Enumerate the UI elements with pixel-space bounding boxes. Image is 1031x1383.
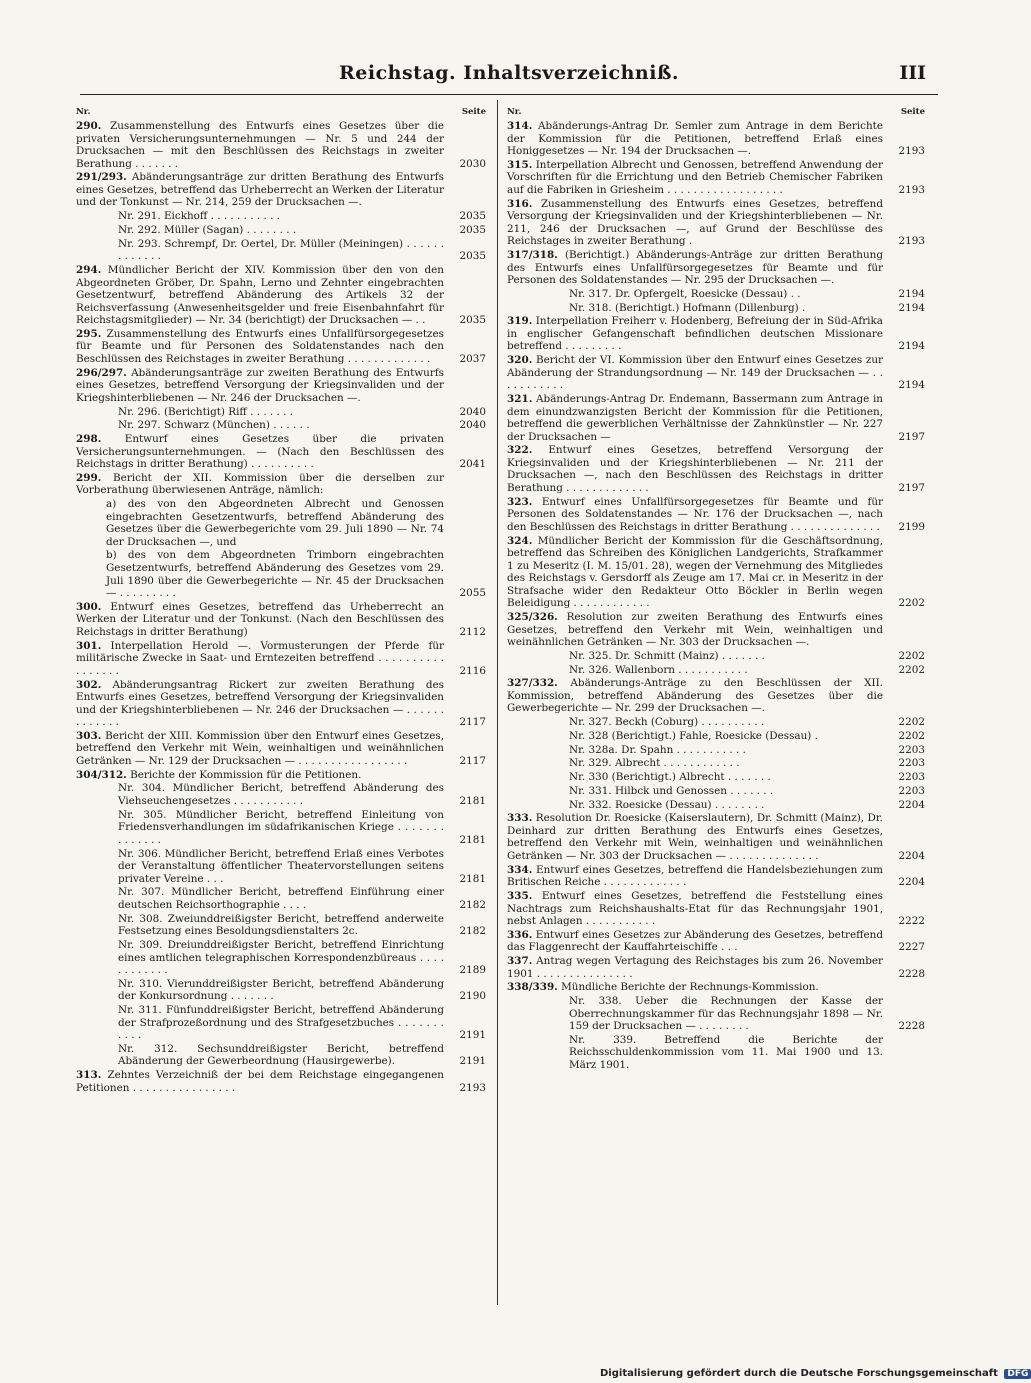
toc-entry [507, 354, 925, 392]
toc-entry-page: 2181 [459, 833, 486, 846]
toc-entry-number: 315. [507, 158, 533, 171]
toc-entry-title: Entwurf eines Gesetzes über die privaten Versicherungsunternehmungen. — (Nach den Beschlüssen des Reichstags in dritter Berathung) . . . . . . . . . . [76, 433, 444, 471]
toc-entry-number: 298. [76, 433, 102, 445]
toc-entry [76, 210, 486, 223]
toc-entry-text [507, 785, 883, 798]
toc-entry [76, 433, 486, 471]
toc-entry-page: 2193 [898, 235, 925, 248]
toc-entry-text [76, 433, 444, 471]
right-column [507, 106, 925, 1073]
toc-entry-page: 2030 [459, 157, 486, 170]
toc-entry-text [507, 444, 883, 494]
toc-entry-page: 2181 [459, 872, 486, 885]
toc-entry-title: Zusammenstellung des Entwurfs eines Gesetzes über die privaten Versicherungsunternehmungen — Nr. 5 und 244 der Drucksachen — mit den Beschlüssen des Reichstags in zweiter Berathung . . . . . . . [76, 120, 444, 170]
toc-entry-title: Nr. 312. Sechsunddreißigster Bericht, betreffend Abänderung der Gewerbeordnung (Hausirgewerbe). [118, 1042, 444, 1068]
toc-entry-title: Nr. 327. Beckh (Coburg) . . . . . . . . . . [569, 716, 765, 729]
toc-entry-title: Mündliche Berichte der Rechnungs-Kommission. [561, 981, 819, 994]
toc-entry-number: 321. [507, 392, 533, 405]
toc-entry-text [76, 549, 444, 599]
toc-entry [507, 785, 925, 798]
toc-entry-number: 337. [507, 955, 533, 968]
toc-entry-page: 2202 [898, 649, 925, 662]
toc-entry-title: Zusammenstellung des Entwurfs eines Gesetzes, betreffend Versorgung der Kriegsinvaliden und der Kriegshinterbliebenen — Nr. 211, 246 der Drucksachen —, auf Grund der Beschlüsse des Reichstages in zweiter Berathung . [507, 197, 883, 248]
toc-entry [76, 809, 486, 847]
toc-entry-text [76, 1043, 444, 1068]
toc-entry [76, 640, 486, 678]
toc-entry-title: Resolution Dr. Roesicke (Kaiserslautern), Dr. Schmitt (Mainz), Dr. Deinhard zur dritten Berathung des Entwurfs eines Gesetzes, betreffend den Verkehr mit Wein, weinhaltigen und weinähnlichen Getränken — Nr. 303 der Drucksachen — . . . . . . . . . . . . . . [507, 812, 883, 862]
toc-entry [76, 224, 486, 237]
toc-entry-number: 302. [76, 678, 102, 691]
toc-entry [507, 864, 925, 889]
toc-entry [76, 328, 486, 366]
toc-entry-text [507, 929, 883, 954]
toc-entry-page: 2194 [898, 340, 925, 353]
left-column-header [76, 106, 486, 120]
toc-entry-title: Nr. 307. Mündlicher Bericht, betreffend Einführung einer deutschen Reichsorthographie . . . . [118, 886, 444, 911]
toc-entry-title: Abänderungsanträge zur zweiten Berathung des Entwurfs eines Gesetzes, betreffend Versorgung der Kriegsinvaliden und der Kriegshinterbliebenen — Nr. 246 der Drucksachen —. [76, 366, 444, 404]
seite-label: Seite [900, 107, 925, 117]
toc-entry-title: Nr. 306. Mündlicher Bericht, betreffend Erlaß eines Verbotes der Veranstaltung öffentlicher Theatervorstellungen seitens privater Vereine . . . [118, 847, 444, 885]
toc-entry [507, 995, 925, 1033]
toc-entry-title: Interpellation Albrecht und Genossen, betreffend Anwendung der Vorschriften für die Errichtung und den Betrieb Chemischer Fabriken auf die Fabriken in Griesheim . . . . . . . . . . . . . . . . . . [507, 158, 883, 196]
toc-entry [76, 419, 486, 432]
toc-entry-text [507, 535, 883, 610]
toc-entry-page: 2117 [459, 716, 486, 729]
toc-entry [507, 744, 925, 757]
toc-entry [507, 650, 925, 663]
toc-entry-text [507, 159, 883, 197]
toc-entry-text [76, 171, 444, 209]
toc-entry-text [76, 886, 444, 911]
toc-entry-page: 2228 [898, 967, 925, 980]
toc-entry-page: 2189 [459, 964, 486, 977]
toc-entry [507, 677, 925, 715]
toc-entry-title: Interpellation Herold —. Vormusterungen der Pferde für militärische Zwecke in Saat- und Erntezeiten betreffend . . . . . . . . . . . . . . . . . [76, 639, 444, 677]
toc-entry-title: Nr. 326. Wallenborn . . . . . . . . . . . [569, 663, 748, 676]
toc-entry-page: 2040 [459, 405, 486, 418]
toc-entry-text [76, 679, 444, 729]
toc-entry [507, 955, 925, 980]
toc-entry-page: 2204 [898, 876, 925, 889]
toc-entry-title: Mündlicher Bericht der XIV. Kommission über den von den Abgeordneten Gröber, Dr. Spahn, Lerno und Zehnter eingebrachten Gesetzentwurf, betreffend Abänderung des Artikels 32 der Reichsverfassung (Anwesenheitsgelder und freie Eisenbahnfahrt für Reichstagsmitglieder) — Nr. 34 (berichtigt) der Drucksachen — . . [76, 263, 444, 327]
toc-entry-number: 319. [507, 315, 533, 328]
toc-entry-page: 2190 [459, 990, 486, 1003]
toc-entry [76, 939, 486, 977]
toc-entry [507, 393, 925, 443]
toc-entry-title: Interpellation Freiherr v. Hodenberg, Befreiung der in Süd-Afrika in englischer Gefangenschaft befindlichen deutschen Missionare betreffend . . . . . . . . . [507, 315, 883, 353]
toc-entry-text [507, 955, 883, 980]
toc-entry-page: 2202 [898, 663, 925, 676]
toc-entry-page: 2202 [898, 716, 925, 729]
toc-entry-page: 2112 [459, 625, 486, 638]
toc-entry [507, 771, 925, 784]
toc-entry-text [507, 995, 883, 1033]
toc-entry-page: 2035 [459, 210, 486, 223]
toc-entry-text [507, 757, 883, 770]
toc-entry-page: 2203 [898, 743, 925, 756]
toc-entry-page: 2194 [898, 287, 925, 300]
toc-entry-title: Nr. 328a. Dr. Spahn . . . . . . . . . . . [569, 743, 746, 756]
toc-entry-page: 2197 [898, 482, 925, 494]
toc-entry-number: 303. [76, 729, 102, 742]
toc-entry-title: b) des von dem Abgeordneten Trimborn eingebrachten Gesetzentwurfs, betreffend Abänderung des Gesetzes vom 29. Juli 1890 über die Gewerbegerichte — Nr. 45 der Drucksachen — . . . . . . . . . [106, 549, 444, 600]
toc-entry-page: 2222 [898, 915, 925, 928]
toc-entry-title: Entwurf eines Gesetzes, betreffend die Handelsbeziehungen zum Britischen Reiche . . . . . . . . . . . . . [507, 863, 883, 889]
toc-entry-number: 327/332. [507, 677, 558, 690]
toc-entry-title: Abänderungs-Antrag Dr. Endemann, Bassermann zum Antrage in dem einundzwanzigsten Bericht der Kommission für die Petitionen, betreffend die gewerblichen Verhältnisse der Zahnkünstler — Nr. 227 der Drucksachen — [507, 392, 883, 443]
nr-label: Nr. [507, 107, 522, 117]
toc-entry-title: Bericht der XII. Kommission über die derselben zur Vorberathung überwiesenen Anträge, nämlich: [76, 471, 445, 497]
toc-entry-page: 2194 [898, 379, 925, 392]
toc-entry-text [507, 716, 883, 729]
toc-entry [76, 1069, 486, 1094]
toc-entry-page: 2228 [898, 1020, 925, 1033]
toc-entry-title: Nr. 296. (Berichtigt) Riff . . . . . . . [118, 405, 294, 418]
toc-entry-page: 2202 [898, 597, 925, 610]
toc-entry-number: 325/326. [507, 611, 558, 624]
toc-entry-text [507, 302, 883, 315]
toc-entry-number: 300. [76, 600, 102, 613]
toc-entry [76, 498, 486, 548]
toc-entry [76, 601, 486, 639]
toc-entry-page: 2203 [898, 771, 925, 784]
toc-entry-text [507, 315, 883, 353]
toc-entry-number: 323. [507, 495, 533, 508]
toc-entry-text [76, 406, 444, 419]
toc-entry-text [76, 913, 444, 938]
toc-entry-page: 2202 [898, 729, 925, 742]
toc-entry-number: 336. [507, 928, 533, 941]
toc-entry-title: Entwurf eines Gesetzes, betreffend die Feststellung eines Nachtrags zum Reichshaushalts-Etat für das Rechnungsjahr 1901, nebst Anlagen . . . . . . . . . . . [507, 889, 883, 928]
toc-entry-title: Nr. 338. Ueber die Rechnungen der Kasse der Oberrechnungskammer für das Rechnungsjahr 1898 — Nr. 159 der Drucksachen — . . . . . . . . [569, 995, 883, 1033]
toc-entry-title: Nr. 329. Albrecht . . . . . . . . . . . . [569, 757, 740, 770]
toc-entry-text [507, 354, 883, 392]
toc-entry-text [76, 120, 444, 170]
toc-entry-title: Bericht der VI. Kommission über den Entwurf eines Gesetzes zur Abänderung der Strandungsordnung — Nr. 149 der Drucksachen — . . . . . . . . . . . [507, 354, 884, 392]
toc-entry-text [76, 601, 444, 639]
toc-entry-title: Nr. 317. Dr. Opfergelt, Roesicke (Dessau) . . [569, 287, 801, 300]
left-entry-list [76, 120, 486, 1094]
toc-entry-page: 2197 [898, 430, 925, 443]
toc-entry-number: 291/293. [76, 171, 127, 184]
toc-entry [507, 730, 925, 743]
toc-entry [507, 1034, 925, 1072]
toc-entry-title: Antrag wegen Vertagung des Reichstages bis zum 26. November 1901 . . . . . . . . . . . . . . . [507, 955, 883, 980]
toc-entry-text [507, 249, 883, 287]
toc-entry [76, 171, 486, 209]
toc-entry-text [507, 288, 883, 301]
toc-entry-title: Nr. 308. Zweiunddreißigster Bericht, betreffend anderweite Festsetzung eines Besoldungsdienstalters 2c. [118, 912, 444, 938]
toc-entry-title: Abänderungsanträge zur dritten Berathung des Entwurfs eines Gesetzes, betreffend das Urheberrecht an Werken der Literatur und der Tonkunst — Nr. 214, 259 der Drucksachen —. [76, 171, 444, 209]
toc-entry [507, 812, 925, 862]
toc-entry-page: 2117 [459, 754, 486, 767]
footer-text: Digitalisierung gefördert durch die Deutsche Forschungsgemeinschaft [600, 1368, 998, 1379]
toc-entry [507, 757, 925, 770]
toc-entry-number: 296/297. [76, 366, 127, 379]
toc-entry [76, 848, 486, 886]
toc-entry-number: 301. [76, 639, 102, 652]
toc-entry [507, 120, 925, 158]
toc-entry [507, 981, 925, 994]
toc-entry-number: 334. [507, 863, 533, 876]
toc-entry-text [507, 864, 883, 889]
toc-entry-title: a) des von den Abgeordneten Albrecht und Genossen eingebrachten Gesetzentwurfs, betreffend Abänderung des Gesetzes über die Gewerbegerichte vom 29. Juli 1890 — Nr. 74 der Drucksachen —, und [106, 498, 444, 548]
toc-entry-text [76, 769, 444, 782]
toc-entry-text [76, 224, 444, 237]
toc-entry [507, 198, 925, 248]
toc-entry-text [76, 1004, 444, 1042]
toc-entry-title: Nr. 339. Betreffend die Berichte der Reichsschuldenkommission vom 11. Mai 1900 und 13. März 1901. [569, 1033, 883, 1071]
toc-entry-number: 333. [507, 812, 533, 825]
toc-entry [507, 496, 925, 534]
toc-entry [76, 679, 486, 729]
toc-entry-text [507, 650, 883, 663]
toc-entry-page: 2199 [898, 520, 925, 533]
toc-entry-number: 290. [76, 120, 102, 132]
toc-entry-page: 2035 [459, 223, 486, 236]
toc-entry-number: 299. [76, 471, 102, 484]
footer-credit [600, 1368, 1029, 1382]
toc-entry-number: 322. [507, 444, 533, 457]
toc-entry-text [507, 496, 883, 534]
toc-entry-text [76, 730, 444, 768]
toc-entry-page: 2203 [898, 784, 925, 797]
page-header [80, 58, 938, 95]
toc-entry-page: 2191 [459, 1055, 486, 1068]
toc-entry [507, 664, 925, 677]
toc-entry-title: Nr. 331. Hilbck und Genossen . . . . . . . [569, 784, 774, 797]
toc-entry-title: Nr. 325. Dr. Schmitt (Mainz) . . . . . . . [569, 649, 765, 662]
toc-entry-number: 295. [76, 327, 102, 340]
toc-entry-text [507, 120, 883, 158]
page-title: Reichstag. Inhaltsverzeichniß. [339, 62, 679, 84]
toc-entry-page: 2193 [459, 1081, 486, 1094]
toc-entry-page: 2193 [898, 183, 925, 196]
toc-entry-text [76, 782, 444, 807]
toc-entry [507, 302, 925, 315]
toc-entry-page: 2204 [898, 798, 925, 811]
toc-entry-title: Nr. 293. Schrempf, Dr. Oertel, Dr. Müller (Meiningen) . . . . . . . . . . . . . [118, 237, 444, 263]
toc-entry-number: 304/312. [76, 768, 127, 781]
toc-entry-title: Nr. 291. Eickhoff . . . . . . . . . . . [118, 210, 280, 223]
toc-entry-number: 313. [76, 1069, 102, 1082]
toc-entry-page: 2041 [459, 458, 486, 471]
toc-entry-text [507, 393, 883, 443]
toc-entry-text [507, 611, 883, 649]
toc-entry-number: 294. [76, 263, 102, 276]
toc-entry-text [507, 198, 883, 248]
toc-entry-page: 2204 [898, 849, 925, 862]
toc-entry-title: Nr. 330 (Berichtigt.) Albrecht . . . . . . . [569, 771, 771, 784]
toc-entry-text [76, 264, 444, 327]
toc-entry-number: 338/339. [507, 981, 558, 994]
toc-entry [507, 315, 925, 353]
toc-entry-text [507, 771, 883, 784]
toc-entry-title: (Berichtigt.) Abänderungs-Anträge zur dritten Berathung des Entwurfs eines Unfallfürsorgegesetzes für Beamte und für Personen des Soldatenstandes — Nr. 295 der Drucksachen —. [507, 249, 883, 287]
toc-entry [507, 535, 925, 610]
toc-entry-title: Nr. 332. Roesicke (Dessau) . . . . . . . . [569, 798, 765, 811]
toc-entry-text [76, 939, 444, 977]
toc-entry-text [507, 730, 883, 743]
toc-entry-title: Mündlicher Bericht der Kommission für die Geschäftsordnung, betreffend das Schreiben des Königlichen Landgerichts, Strafkammer 1 zu Meseritz (I. M. 15/01. 28), wegen der Vernehmung des Mitgliedes des Reichstags v. Gersdorff als Zeuge am 17. Mai cr. in Meseritz in der Strafsache wider den Redakteur Otto Böckler in Berlin wegen Beleidigung . . . . . . . . . . . . [507, 534, 883, 610]
toc-entry-page: 2181 [459, 795, 486, 807]
toc-entry-number: 324. [507, 534, 533, 547]
toc-entry-title: Nr. 309. Dreiunddreißigster Bericht, betreffend Einrichtung eines amtlichen telegraphischen Korrespondenzbüreaus . . . . . . . . . . . . [118, 938, 444, 977]
dfg-logo: DFG [1004, 1369, 1031, 1379]
toc-entry [507, 890, 925, 928]
toc-entry-title: Zusammenstellung des Entwurfs eines Unfallfürsorgegesetzes für Beamte und für Personen des Soldatenstandes nach den Beschlüssen des Reichstages in zweiter Berathung . . . . . . . . . . . . . [76, 327, 444, 365]
toc-entry-text [507, 677, 883, 715]
toc-entry-page: 2055 [459, 587, 486, 600]
toc-entry-page: 2203 [898, 757, 925, 770]
toc-entry-page: 2035 [459, 250, 486, 263]
seite-label: Seite [461, 107, 486, 117]
toc-entry-text [507, 799, 883, 812]
toc-entry [76, 1043, 486, 1068]
toc-entry-title: Nr. 310. Vierunddreißigster Bericht, betreffend Abänderung der Konkursordnung . . . . . . . [118, 977, 444, 1003]
toc-entry [507, 611, 925, 649]
toc-entry-title: Abänderungsantrag Rickert zur zweiten Berathung des Entwurfs eines Gesetzes, betreffend Versorgung der Kriegsinvaliden und der Kriegshinterbliebenen — Nr. 246 der Drucksachen — . . . . . . . . . . . . . [76, 678, 444, 729]
toc-entry-title: Nr. 292. Müller (Sagan) . . . . . . . . [118, 223, 297, 236]
toc-entry [76, 782, 486, 807]
toc-entry-page: 2035 [459, 314, 486, 327]
toc-entry-title: Entwurf eines Unfallfürsorgegesetzes für Beamte und für Personen des Soldatenstandes — Nr. 176 der Drucksachen —, nach den Beschlüssen des Reichstags in dritter Berathung . . . . . . . . . . . . . . [507, 495, 883, 533]
toc-entry-title: Nr. 311. Fünfunddreißigster Bericht, betreffend Abänderung der Strafprozeßordnung und des Strafgesetzbuches . . . . . . . . . . . [118, 1004, 444, 1042]
toc-entry-title: Nr. 305. Mündlicher Bericht, betreffend Einleitung von Friedensverhandlungen im südafrikanischen Kriege . . . . . . . . . . . . . . [118, 808, 444, 846]
toc-entry-page: 2191 [459, 1029, 486, 1042]
nr-label: Nr. [76, 107, 91, 117]
toc-entry [507, 799, 925, 812]
toc-entry [507, 288, 925, 301]
column-divider [497, 100, 498, 1305]
toc-entry [76, 769, 486, 782]
toc-entry-title: Nr. 304. Mündlicher Bericht, betreffend Abänderung des Viehseuchengesetzes . . . . . . . . . . . [118, 782, 444, 807]
toc-entry [76, 120, 486, 170]
toc-entry-title: Abänderungs-Anträge zu den Beschlüssen der XII. Kommission, betreffend Abänderung des Gesetzes über die Gewerbegerichte — Nr. 299 der Drucksachen —. [507, 677, 883, 715]
toc-entry-text [507, 744, 883, 757]
toc-entry-text [76, 210, 444, 223]
toc-entry [76, 978, 486, 1003]
toc-entry-text [76, 809, 444, 847]
toc-entry-page: 2116 [459, 664, 486, 677]
toc-entry-text [76, 238, 444, 263]
toc-entry-page: 2194 [898, 301, 925, 314]
toc-entry-page: 2182 [459, 898, 486, 911]
toc-entry-title: Resolution zur zweiten Berathung des Entwurfs eines Gesetzes, betreffend den Verkehr mit Wein, weinhaltigen und weinähnlichen Getränken — Nr. 303 der Drucksachen —. [507, 611, 883, 649]
right-column-header [507, 106, 925, 120]
toc-entry [76, 730, 486, 768]
toc-entry-text [76, 640, 444, 678]
toc-entry-text [507, 812, 883, 862]
toc-entry-title: Entwurf eines Gesetzes, betreffend das Urheberrecht an Werken der Literatur und der Tonkunst. (Nach den Beschlüssen des Reichstags in dritter Berathung) [76, 600, 444, 638]
toc-entry-number: 317/318. [507, 249, 558, 262]
right-entry-list [507, 120, 925, 1072]
toc-entry [76, 264, 486, 327]
toc-entry-title: Entwurf eines Gesetzes zur Abänderung des Gesetzes, betreffend das Flaggenrecht der Kauffahrteischiffe . . . [507, 928, 883, 954]
toc-entry [507, 929, 925, 954]
toc-entry-title: Entwurf eines Gesetzes, betreffend Versorgung der Kriegsinvaliden und der Kriegshinterbliebenen — Nr. 211 der Drucksachen —, nach den Beschlüssen des Reichstags in dritter Berathung . . . . . . . . . . . . . [507, 444, 883, 494]
toc-entry [76, 913, 486, 938]
toc-entry [76, 406, 486, 419]
toc-entry-text [76, 848, 444, 886]
toc-entry-text [76, 498, 444, 548]
toc-entry [76, 549, 486, 599]
toc-entry-page: 2037 [459, 352, 486, 365]
toc-entry-number: 335. [507, 889, 533, 902]
toc-entry-title: Bericht der XIII. Kommission über den Entwurf eines Gesetzes, betreffend den Verkehr mit Wein, weinhaltigen und weinähnlichen Getränken — Nr. 129 der Drucksachen — . . . . . . . . . . . . . . . . . [76, 729, 445, 767]
toc-entry-title: Nr. 328 (Berichtigt.) Fahle, Roesicke (Dessau) . [569, 729, 818, 742]
toc-entry [76, 886, 486, 911]
toc-entry-page: 2193 [898, 145, 925, 158]
toc-entry-page: 2182 [459, 925, 486, 938]
toc-entry-text [76, 419, 444, 432]
toc-entry [76, 367, 486, 405]
toc-entry [76, 472, 486, 497]
toc-entry-text [76, 328, 444, 366]
toc-entry [76, 238, 486, 263]
toc-entry-text [507, 664, 883, 677]
toc-entry-number: 314. [507, 120, 533, 132]
toc-entry-title: Berichte der Kommission für die Petitionen. [130, 768, 362, 781]
toc-entry-title: Abänderungs-Antrag Dr. Semler zum Antrage in dem Berichte der Kommission für die Petitionen, betreffend Erlaß eines Honiggesetzes — Nr. 194 der Drucksachen —. [507, 120, 883, 158]
toc-entry [507, 249, 925, 287]
toc-entry-text [507, 890, 883, 928]
toc-entry [76, 1004, 486, 1042]
toc-entry-title: Nr. 318. (Berichtigt.) Hofmann (Dillenburg) . [569, 301, 806, 314]
toc-entry-text [507, 1034, 883, 1072]
toc-entry-title: Nr. 297. Schwarz (München) . . . . . . [118, 419, 310, 432]
toc-entry-page: 2227 [898, 941, 925, 954]
left-column [76, 106, 486, 1095]
toc-entry [507, 159, 925, 197]
toc-entry [507, 444, 925, 494]
toc-entry-page: 2040 [459, 419, 486, 432]
toc-entry-number: 316. [507, 197, 533, 210]
toc-entry-title: Zehntes Verzeichniß der bei dem Reichstage eingegangenen Petitionen . . . . . . . . . . . . . . . . [76, 1069, 444, 1094]
page-number: III [899, 62, 926, 84]
toc-entry [507, 716, 925, 729]
toc-entry-text [507, 981, 883, 994]
toc-entry-text [76, 472, 444, 497]
toc-entry-text [76, 1069, 444, 1094]
toc-entry-number: 320. [507, 354, 533, 367]
toc-entry-text [76, 367, 444, 405]
toc-entry-text [76, 978, 444, 1003]
